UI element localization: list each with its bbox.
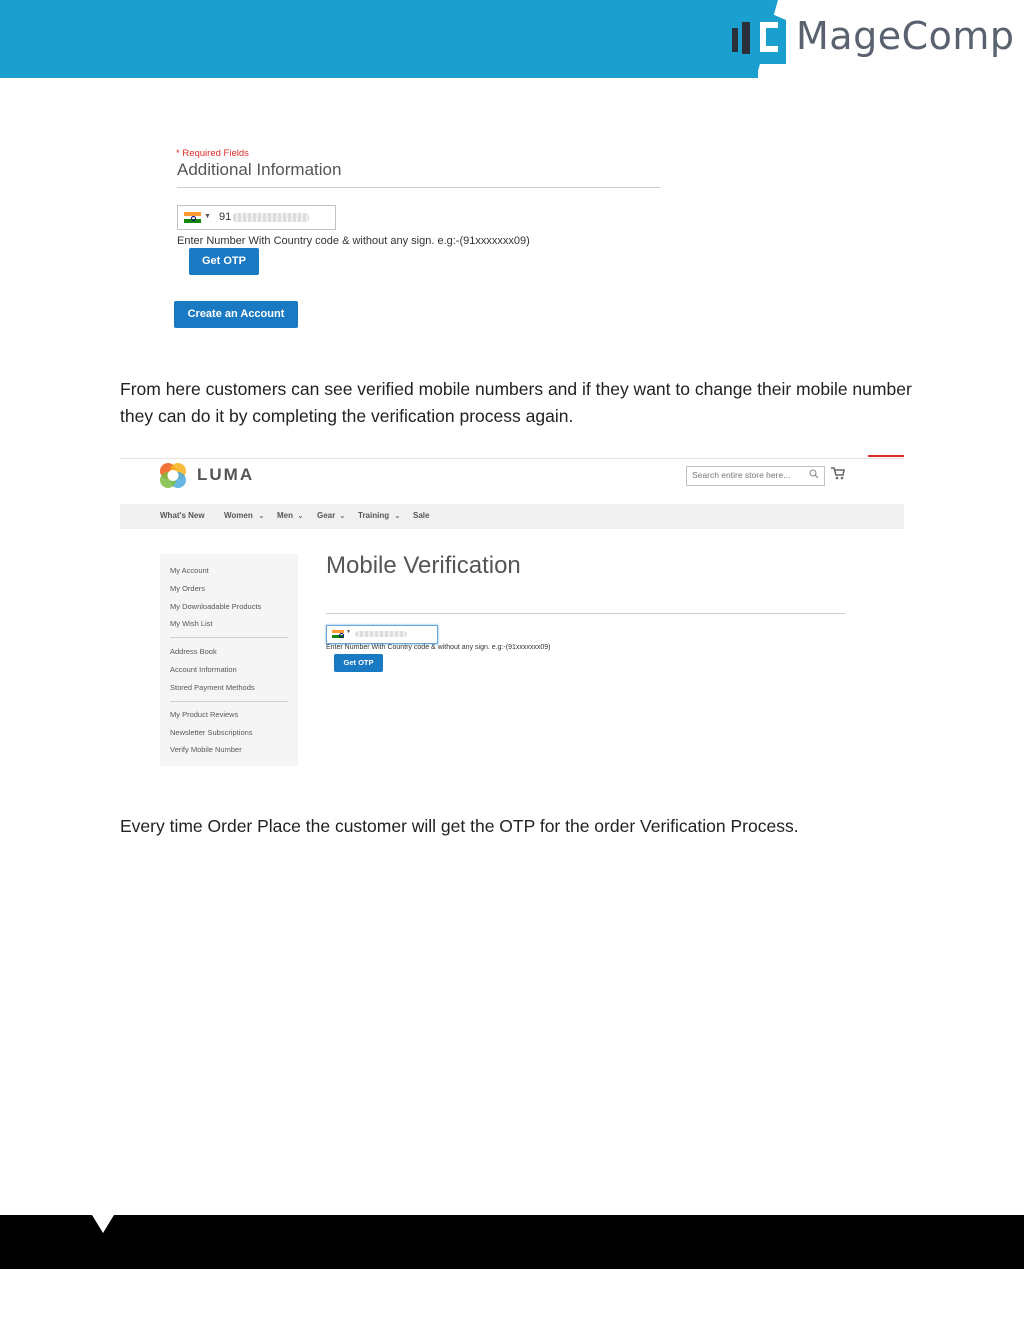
india-flag-icon[interactable]	[332, 630, 344, 638]
sidebar-divider	[170, 637, 288, 638]
sidebar-item-stored-payment-methods[interactable]: Stored Payment Methods	[170, 683, 255, 692]
required-fields-note: * Required Fields	[176, 148, 249, 159]
sidebar-divider	[170, 701, 288, 702]
luma-logo-text[interactable]: LUMA	[197, 465, 255, 484]
create-account-button[interactable]: Create an Account	[174, 301, 298, 328]
search-placeholder: Search entire store here...	[692, 470, 791, 480]
footer-triangle	[92, 1215, 114, 1233]
india-flag-icon[interactable]	[184, 212, 201, 223]
section-title: Additional Information	[177, 160, 342, 179]
phone-input[interactable]	[326, 625, 438, 644]
footer-band	[0, 1215, 1024, 1269]
cart-icon[interactable]	[831, 467, 845, 480]
phone-hint: Enter Number With Country code & without any sign. e.g:-(91xxxxxxx09)	[177, 235, 530, 247]
sidebar-item-address-book[interactable]: Address Book	[170, 647, 217, 656]
caret-down-icon[interactable]: ▼	[346, 629, 351, 635]
brand-name: MageComp	[796, 14, 1015, 58]
page-title: Mobile Verification	[326, 552, 521, 579]
chevron-down-icon: ⌄	[258, 511, 265, 520]
paragraph-verified-numbers: From here customers can see verified mobile numbers and if they want to change their mobile number they can do it by completing the verification process again.	[120, 379, 912, 426]
chevron-down-icon: ⌄	[339, 511, 346, 520]
chevron-down-icon: ⌄	[394, 511, 401, 520]
nav-gear[interactable]: Gear	[317, 511, 336, 520]
sidebar-item-product-reviews[interactable]: My Product Reviews	[170, 710, 239, 719]
paragraph-order-otp: Every time Order Place the customer will get the OTP for the order Verification Process.	[120, 816, 799, 836]
sidebar-item-downloadable-products[interactable]: My Downloadable Products	[170, 602, 262, 611]
chevron-down-icon: ⌄	[297, 511, 304, 520]
nav-men[interactable]: Men	[277, 511, 293, 520]
nav-whats-new[interactable]: What's New	[160, 511, 205, 520]
sidebar-item-my-orders[interactable]: My Orders	[170, 584, 206, 593]
get-otp-button[interactable]: Get OTP	[334, 654, 383, 672]
masked-number	[355, 631, 407, 637]
sidebar-item-account-information[interactable]: Account Information	[170, 665, 237, 674]
phone-input[interactable]	[177, 205, 336, 230]
masked-number	[233, 213, 309, 222]
divider	[326, 613, 845, 614]
magecomp-logo-icon	[730, 8, 786, 64]
sidebar-item-my-account[interactable]: My Account	[170, 566, 209, 575]
sidebar-item-verify-mobile-number[interactable]: Verify Mobile Number	[170, 745, 242, 754]
red-accent-line	[868, 455, 904, 457]
screenshot-border	[120, 458, 904, 459]
luma-logo-icon[interactable]	[159, 461, 187, 489]
divider	[177, 187, 660, 188]
phone-prefix: 91	[219, 211, 232, 223]
get-otp-button[interactable]: Get OTP	[189, 248, 259, 275]
nav-training[interactable]: Training	[358, 511, 390, 520]
search-icon[interactable]	[809, 469, 819, 479]
nav-women[interactable]: Women	[224, 511, 253, 520]
phone-hint: Enter Number With Country code & without any sign. e.g:-(91xxxxxxx09)	[326, 644, 551, 651]
caret-down-icon[interactable]: ▼	[204, 213, 211, 220]
nav-sale[interactable]: Sale	[413, 511, 430, 520]
sidebar-item-wish-list[interactable]: My Wish List	[170, 619, 213, 628]
sidebar-item-newsletter-subscriptions[interactable]: Newsletter Subscriptions	[170, 728, 253, 737]
